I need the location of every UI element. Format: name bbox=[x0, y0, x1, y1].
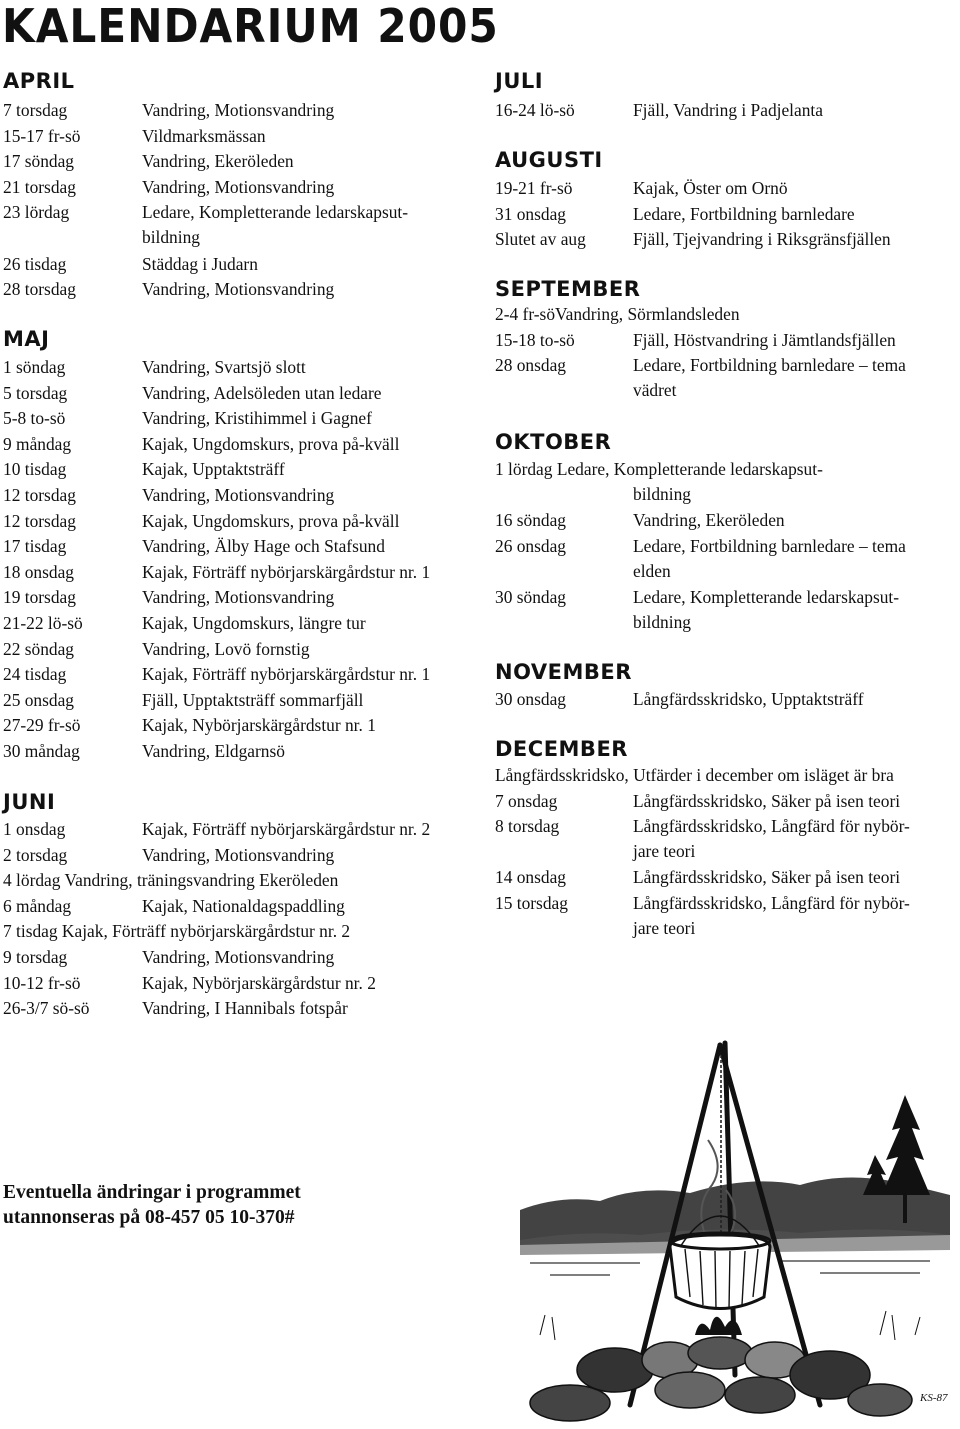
event-date: 22 söndag bbox=[3, 638, 75, 659]
event-date: 1 onsdag bbox=[3, 819, 66, 839]
event-date: 18 onsdag bbox=[3, 561, 75, 582]
event-date: 28 onsdag bbox=[495, 355, 567, 376]
event-text: Kajak, Nybörjarskärgårdstur nr. 1 bbox=[142, 715, 376, 736]
illustration-signature: KS-87 bbox=[920, 1392, 948, 1404]
event-date: 25 onsdag bbox=[3, 689, 75, 710]
event-text: Långfärdsskridsko, Långfärd för nybör- bbox=[633, 816, 910, 837]
event-date: 16 söndag bbox=[495, 510, 567, 531]
event-line: 2-4 fr-söVandring, Sörmlandsleden bbox=[495, 304, 740, 324]
event-text: Vandring, Lovö fornstig bbox=[142, 638, 310, 659]
event-date: 10 tisdag bbox=[3, 459, 67, 480]
event-date: 2 torsdag bbox=[3, 844, 68, 865]
month-heading-april: APRIL bbox=[3, 69, 75, 93]
event-text: Fjäll, Upptaktsträff sommarfjäll bbox=[142, 689, 364, 710]
event-text: Kajak, Ungdomskurs, prova på-kväll bbox=[142, 433, 400, 454]
event-date: 26-3/7 sö-sö bbox=[3, 998, 90, 1019]
event-text: Kajak, Förträff nybörjarskärgårdstur nr. 1 bbox=[142, 561, 431, 582]
event-date: 1 söndag bbox=[3, 357, 66, 377]
event-date: 30 onsdag bbox=[495, 689, 567, 709]
event-text: Vandring, Motionsvandring bbox=[142, 844, 335, 865]
event-line: 7 tisdag Kajak, Förträff nybörjarskärgårdstur nr. 2 bbox=[3, 921, 351, 942]
event-text: Vandring, Motionsvandring bbox=[142, 279, 335, 300]
event-date: 7 torsdag bbox=[3, 100, 68, 120]
event-text-continued: jare teori bbox=[633, 841, 696, 862]
event-text: Ledare, Fortbildning barnledare – tema bbox=[633, 535, 906, 556]
event-text: Kajak, Upptaktsträff bbox=[142, 459, 285, 480]
event-date: 23 lördag bbox=[3, 202, 70, 223]
event-text: Kajak, Öster om Ornö bbox=[633, 178, 788, 198]
event-text: Vandring, Ekeröleden bbox=[142, 151, 294, 172]
month-heading-maj: MAJ bbox=[3, 327, 50, 351]
event-text: Vandring, Motionsvandring bbox=[142, 100, 335, 120]
event-date: 5 torsdag bbox=[3, 382, 68, 403]
event-date: 17 tisdag bbox=[3, 536, 67, 557]
event-text: Vandring, Motionsvandring bbox=[142, 485, 335, 505]
event-date: 15-18 to-sö bbox=[495, 329, 575, 350]
event-date: 19 torsdag bbox=[3, 587, 76, 608]
event-date: 17 söndag bbox=[3, 151, 75, 172]
event-text-continued: vädret bbox=[633, 380, 677, 401]
event-date: 19-21 fr-sö bbox=[495, 178, 573, 198]
event-date: 28 torsdag bbox=[3, 279, 76, 300]
event-text-continued: jare teori bbox=[633, 918, 696, 938]
event-text: Ledare, Kompletterande ledarskapsut- bbox=[142, 202, 409, 223]
event-text: Vandring, Motionsvandring bbox=[142, 176, 335, 197]
event-text-continued: elden bbox=[633, 560, 671, 581]
event-date: 12 torsdag bbox=[3, 485, 76, 505]
event-date: 5-8 to-sö bbox=[3, 408, 66, 429]
month-heading-augusti: AUGUSTI bbox=[495, 148, 603, 172]
event-date: 6 måndag bbox=[3, 895, 72, 916]
event-text: Vandring, Motionsvandring bbox=[142, 587, 335, 608]
event-text: Ledare, Fortbildning barnledare – tema bbox=[633, 355, 906, 376]
event-text: Långfärdsskridsko, Säker på isen teori bbox=[633, 867, 901, 888]
footer-line-2: utannonseras på 08-457 05 10-370# bbox=[3, 1207, 295, 1228]
event-date: 30 måndag bbox=[3, 741, 80, 761]
event-date: Slutet av aug bbox=[495, 229, 586, 250]
event-date: 7 onsdag bbox=[495, 790, 558, 811]
event-text: Ledare, Kompletterande ledarskapsut- bbox=[633, 587, 900, 607]
event-text: Kajak, Förträff nybörjarskärgårdstur nr. 1 bbox=[142, 664, 431, 685]
event-text: Vandring, Kristihimmel i Gagnef bbox=[142, 408, 372, 429]
event-text: Vandring, Svartsjö slott bbox=[142, 357, 306, 377]
event-text: Vandring, I Hannibals fotspår bbox=[142, 998, 348, 1019]
month-heading-november: NOVEMBER bbox=[495, 660, 632, 684]
event-text: Fjäll, Vandring i Padjelanta bbox=[633, 100, 823, 120]
event-date: 30 söndag bbox=[495, 587, 567, 607]
event-text: Vandring, Motionsvandring bbox=[142, 947, 335, 967]
event-text: Vandring, Eldgarnsö bbox=[142, 741, 285, 761]
event-text: Långfärdsskridsko, Långfärd för nybör- bbox=[633, 893, 910, 913]
event-text: Vandring, Adelsöleden utan ledare bbox=[142, 382, 382, 403]
event-text: Vandring, Ekeröleden bbox=[633, 510, 785, 531]
event-text: Kajak, Nybörjarskärgårdstur nr. 2 bbox=[142, 972, 376, 993]
month-heading-september: SEPTEMBER bbox=[495, 277, 641, 301]
event-text: Kajak, Nationaldagspaddling bbox=[142, 895, 345, 916]
event-date: 10-12 fr-sö bbox=[3, 972, 81, 993]
footer-line-1: Eventuella ändringar i programmet bbox=[3, 1182, 301, 1203]
month-heading-juni: JUNI bbox=[3, 790, 56, 814]
event-text: Städdag i Judarn bbox=[142, 253, 258, 274]
event-date: 16-24 lö-sö bbox=[495, 100, 575, 120]
event-text: Fjäll, Höstvandring i Jämtlandsfjällen bbox=[633, 329, 896, 350]
month-heading-december: DECEMBER bbox=[495, 737, 628, 761]
event-text: Vildmarksmässan bbox=[142, 125, 266, 146]
event-date: 14 onsdag bbox=[495, 867, 567, 888]
event-date: 21-22 lö-sö bbox=[3, 613, 83, 633]
event-text-continued: bildning bbox=[142, 227, 200, 248]
event-text-continued: bildning bbox=[633, 484, 691, 504]
event-text: Långfärdsskridsko, Säker på isen teori bbox=[633, 790, 901, 811]
event-text: Kajak, Förträff nybörjarskärgårdstur nr. 2 bbox=[142, 819, 431, 839]
event-date: 15 torsdag bbox=[495, 893, 568, 913]
footer-note bbox=[3, 1180, 301, 1230]
page-title: KALENDARIUM 2005 bbox=[2, 0, 499, 53]
event-text-continued: bildning bbox=[633, 612, 691, 632]
event-text: Ledare, Fortbildning barnledare bbox=[633, 203, 855, 224]
event-date: 8 torsdag bbox=[495, 816, 560, 837]
event-line: 1 lördag Ledare, Kompletterande ledarskapsut- bbox=[495, 459, 823, 479]
event-line: Långfärdsskridsko, Utfärder i december om isläget är bra bbox=[495, 765, 894, 785]
event-date: 27-29 fr-sö bbox=[3, 715, 81, 736]
event-text: Kajak, Ungdomskurs, längre tur bbox=[142, 613, 366, 633]
event-date: 31 onsdag bbox=[495, 203, 567, 224]
month-heading-juli: JULI bbox=[495, 69, 544, 93]
event-date: 9 torsdag bbox=[3, 947, 68, 967]
event-date: 26 tisdag bbox=[3, 253, 67, 274]
campfire-tripod-pot-icon bbox=[520, 1035, 950, 1425]
month-heading-oktober: OKTOBER bbox=[495, 430, 612, 454]
event-date: 24 tisdag bbox=[3, 664, 67, 685]
event-date: 15-17 fr-sö bbox=[3, 125, 81, 146]
event-date: 21 torsdag bbox=[3, 176, 76, 197]
event-text: Långfärdsskridsko, Upptaktsträff bbox=[633, 689, 864, 709]
event-text: Fjäll, Tjejvandring i Riksgränsfjällen bbox=[633, 229, 891, 250]
event-text: Vandring, Älby Hage och Stafsund bbox=[142, 536, 385, 557]
event-line: 4 lördag Vandring, träningsvandring Ekeröleden bbox=[3, 870, 339, 891]
event-date: 12 torsdag bbox=[3, 510, 76, 531]
event-date: 26 onsdag bbox=[495, 535, 567, 556]
event-text: Kajak, Ungdomskurs, prova på-kväll bbox=[142, 510, 400, 531]
event-date: 9 måndag bbox=[3, 433, 72, 454]
